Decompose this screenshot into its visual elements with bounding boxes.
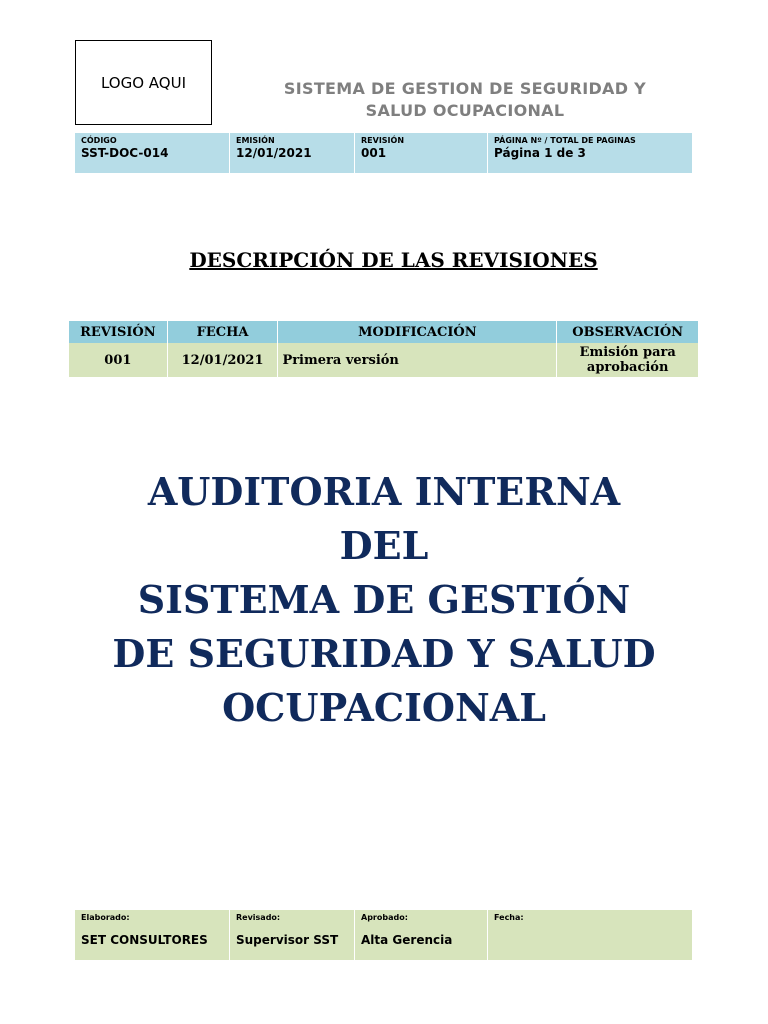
- main-title-line-1: AUDITORIA INTERNA: [147, 469, 621, 514]
- observacion-line-1: Emisión para: [579, 345, 676, 360]
- meta-label: REVISIÓN: [361, 136, 405, 145]
- table-row: [69, 343, 698, 377]
- header-title-line-1: SISTEMA DE GESTION DE SEGURIDAD Y: [283, 79, 647, 98]
- signature-table: [75, 910, 692, 960]
- header-title: [250, 78, 680, 122]
- sign-cell-fecha: [488, 910, 692, 960]
- cell-revision: 001: [69, 343, 167, 377]
- column-header-revision: REVISIÓN: [69, 321, 167, 343]
- main-title-line-2: DEL: [339, 523, 429, 568]
- sign-value: Supervisor SST: [236, 933, 339, 947]
- meta-cell-emision: [230, 133, 355, 173]
- sign-label: Elaborado:: [81, 913, 130, 922]
- sign-label: Aprobado:: [361, 913, 408, 922]
- sign-cell-revisado: [230, 910, 355, 960]
- revisions-header-row: [69, 321, 698, 343]
- observacion-line-2: aprobación: [586, 360, 669, 375]
- document-main-title: [60, 465, 708, 735]
- cell-fecha: 12/01/2021: [167, 343, 278, 377]
- cell-modificacion: Primera versión: [278, 343, 557, 377]
- revisions-table: [69, 321, 698, 377]
- sign-cell-elaborado: [75, 910, 230, 960]
- document-meta-table: [75, 133, 692, 173]
- sign-cell-aprobado: [355, 910, 488, 960]
- meta-value: SST-DOC-014: [81, 146, 169, 160]
- main-title-line-3: SISTEMA DE GESTIÓN: [137, 577, 631, 622]
- meta-value: 12/01/2021: [236, 146, 312, 160]
- main-title-line-5: OCUPACIONAL: [222, 685, 546, 730]
- revisions-heading: DESCRIPCIÓN DE LAS REVISIONES: [189, 248, 598, 272]
- cell-observacion: [557, 343, 698, 377]
- meta-value: 001: [361, 146, 387, 160]
- column-header-observacion: OBSERVACIÓN: [557, 321, 698, 343]
- meta-cell-revision: [355, 133, 488, 173]
- logo-placeholder: [75, 40, 212, 125]
- sign-label: Fecha:: [494, 913, 524, 922]
- sign-label: Revisado:: [236, 913, 281, 922]
- meta-label: PÁGINA Nº / TOTAL DE PAGINAS: [494, 136, 636, 145]
- header-title-line-2: SALUD OCUPACIONAL: [365, 101, 565, 120]
- column-header-fecha: FECHA: [167, 321, 278, 343]
- meta-value: Página 1 de 3: [494, 146, 586, 160]
- meta-cell-codigo: [75, 133, 230, 173]
- main-title-line-4: DE SEGURIDAD Y SALUD: [112, 631, 656, 676]
- column-header-modificacion: MODIFICACIÓN: [278, 321, 557, 343]
- sign-value: Alta Gerencia: [361, 933, 453, 947]
- meta-label: CÓDIGO: [81, 136, 117, 145]
- sign-value: SET CONSULTORES: [81, 933, 208, 947]
- meta-cell-pagina: [488, 133, 692, 173]
- meta-label: EMISIÓN: [236, 136, 275, 145]
- logo-text: LOGO AQUI: [100, 73, 187, 92]
